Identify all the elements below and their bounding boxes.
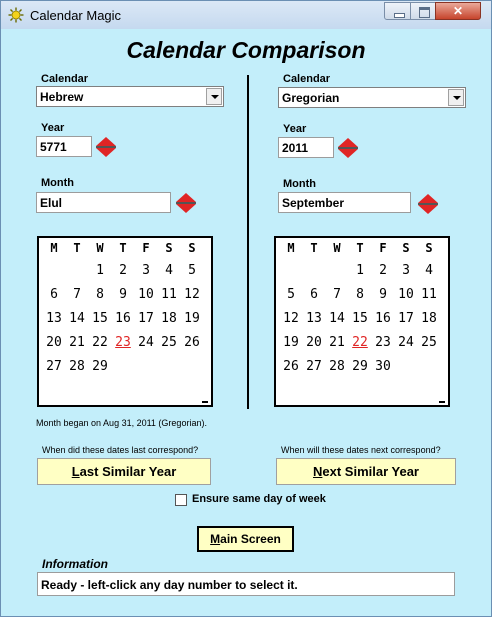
day-cell[interactable]: 23 bbox=[375, 335, 391, 350]
minimize-button[interactable] bbox=[384, 2, 411, 20]
next-similar-year-button[interactable] bbox=[276, 458, 456, 485]
right-month-spinner[interactable] bbox=[418, 194, 438, 215]
same-day-checkbox[interactable] bbox=[175, 494, 187, 506]
minimize-icon bbox=[394, 13, 405, 18]
day-cell[interactable]: 18 bbox=[161, 311, 177, 326]
day-cell[interactable]: 2 bbox=[379, 263, 387, 278]
weekday-header: T bbox=[310, 241, 318, 255]
same-day-checkbox-label[interactable]: Ensure same day of week bbox=[192, 493, 326, 505]
left-year-label: Year bbox=[41, 122, 65, 134]
day-cell[interactable]: 15 bbox=[352, 311, 368, 326]
left-calendar-value: Hebrew bbox=[40, 90, 84, 104]
weekday-header: F bbox=[379, 241, 387, 255]
chevron-down-icon[interactable] bbox=[448, 89, 464, 106]
right-calendar-grid bbox=[274, 236, 450, 407]
day-cell[interactable]: 10 bbox=[138, 287, 154, 302]
day-cell[interactable]: 19 bbox=[283, 335, 299, 350]
right-calendar-label: Calendar bbox=[283, 73, 331, 85]
day-cell[interactable]: 28 bbox=[69, 359, 85, 374]
right-year-value: 2011 bbox=[282, 141, 309, 155]
divider bbox=[247, 75, 249, 409]
down-arrow-icon[interactable] bbox=[96, 148, 116, 157]
weekday-header: T bbox=[356, 241, 364, 255]
day-cell[interactable]: 14 bbox=[69, 311, 85, 326]
day-cell[interactable]: 12 bbox=[184, 287, 200, 302]
day-cell[interactable]: 12 bbox=[283, 311, 299, 326]
day-cell[interactable]: 20 bbox=[306, 335, 322, 350]
day-cell[interactable]: 30 bbox=[375, 359, 391, 374]
up-arrow-icon[interactable] bbox=[96, 137, 116, 146]
left-year-field[interactable] bbox=[36, 136, 92, 157]
day-cell[interactable]: 22 bbox=[92, 335, 108, 350]
day-cell[interactable]: 27 bbox=[46, 359, 62, 374]
information-label: Information bbox=[42, 557, 108, 571]
resize-corner bbox=[439, 401, 445, 403]
weekday-header: S bbox=[402, 241, 410, 255]
day-cell[interactable]: 26 bbox=[184, 335, 200, 350]
weekday-header: F bbox=[142, 241, 150, 255]
weekday-header: M bbox=[287, 241, 295, 255]
main-screen-button[interactable] bbox=[197, 526, 294, 552]
month-began-note: Month began on Aug 31, 2011 (Gregorian). bbox=[36, 418, 207, 428]
right-year-spinner[interactable] bbox=[338, 138, 358, 159]
right-month-label: Month bbox=[283, 178, 316, 190]
right-year-label: Year bbox=[283, 123, 307, 135]
day-cell[interactable]: 24 bbox=[398, 335, 414, 350]
down-arrow-icon[interactable] bbox=[418, 205, 438, 214]
left-calendar-grid bbox=[37, 236, 213, 407]
right-year-field[interactable] bbox=[278, 137, 334, 158]
day-cell[interactable]: 26 bbox=[283, 359, 299, 374]
last-similar-year-button[interactable] bbox=[37, 458, 211, 485]
day-cell[interactable]: 18 bbox=[421, 311, 437, 326]
day-cell[interactable]: 1 bbox=[356, 263, 364, 278]
weekday-header: S bbox=[165, 241, 173, 255]
day-cell[interactable]: 4 bbox=[425, 263, 433, 278]
day-cell[interactable]: 5 bbox=[287, 287, 295, 302]
day-cell[interactable]: 4 bbox=[165, 263, 173, 278]
weekday-header: W bbox=[96, 241, 104, 255]
day-cell[interactable]: 24 bbox=[138, 335, 154, 350]
day-cell[interactable]: 21 bbox=[69, 335, 85, 350]
weekday-header: T bbox=[73, 241, 81, 255]
day-cell[interactable]: 9 bbox=[119, 287, 127, 302]
close-button[interactable] bbox=[435, 2, 481, 20]
day-cell[interactable]: 13 bbox=[306, 311, 322, 326]
information-box bbox=[37, 572, 455, 596]
day-cell[interactable]: 29 bbox=[92, 359, 108, 374]
day-cell[interactable]: 7 bbox=[333, 287, 341, 302]
left-month-value: Elul bbox=[40, 196, 63, 210]
sun-icon bbox=[8, 7, 24, 23]
maximize-icon bbox=[419, 7, 430, 18]
up-arrow-icon[interactable] bbox=[338, 138, 358, 147]
close-icon: ✕ bbox=[452, 4, 464, 18]
left-year-spinner[interactable] bbox=[96, 137, 116, 158]
day-cell[interactable]: 27 bbox=[306, 359, 322, 374]
right-month-field[interactable] bbox=[278, 192, 411, 213]
page-title: Calendar Comparison bbox=[126, 37, 366, 63]
title-bar[interactable] bbox=[1, 1, 491, 29]
day-cell[interactable]: 13 bbox=[46, 311, 62, 326]
next-correspond-question: When will these dates next correspond? bbox=[281, 445, 441, 455]
weekday-header: S bbox=[425, 241, 433, 255]
day-cell[interactable]: 25 bbox=[161, 335, 177, 350]
day-cell[interactable]: 10 bbox=[398, 287, 414, 302]
day-cell[interactable]: 16 bbox=[375, 311, 391, 326]
day-cell[interactable]: 9 bbox=[379, 287, 387, 302]
maximize-button[interactable] bbox=[410, 2, 436, 20]
weekday-header: T bbox=[119, 241, 127, 255]
left-year-value: 5771 bbox=[40, 140, 67, 154]
left-calendar-label: Calendar bbox=[41, 73, 89, 85]
right-calendar-select[interactable] bbox=[278, 87, 466, 108]
down-arrow-icon[interactable] bbox=[176, 204, 196, 213]
day-cell[interactable]: 17 bbox=[138, 311, 154, 326]
weekday-header: W bbox=[333, 241, 341, 255]
day-cell[interactable]: 21 bbox=[329, 335, 345, 350]
last-similar-year-label: Last Similar Year bbox=[71, 464, 177, 479]
day-cell[interactable]: 20 bbox=[46, 335, 62, 350]
day-cell[interactable]: 14 bbox=[329, 311, 345, 326]
day-cell[interactable]: 19 bbox=[184, 311, 200, 326]
left-month-spinner[interactable] bbox=[176, 193, 196, 214]
weekday-header: S bbox=[188, 241, 196, 255]
day-cell[interactable]: 29 bbox=[352, 359, 368, 374]
day-cell[interactable]: 28 bbox=[329, 359, 345, 374]
client-area bbox=[7, 29, 485, 609]
main-screen-label: Main Screen bbox=[210, 532, 281, 546]
day-cell[interactable]: 15 bbox=[92, 311, 108, 326]
right-month-value: September bbox=[282, 196, 345, 210]
next-similar-year-label: Next Similar Year bbox=[313, 464, 419, 479]
information-text: Ready - left-click any day number to select it. bbox=[41, 578, 298, 592]
day-cell[interactable]: 25 bbox=[421, 335, 437, 350]
left-month-label: Month bbox=[41, 177, 74, 189]
left-month-field[interactable] bbox=[36, 192, 171, 213]
left-calendar-select[interactable] bbox=[36, 86, 224, 107]
chevron-down-icon[interactable] bbox=[206, 88, 222, 105]
day-cell[interactable]: 8 bbox=[96, 287, 104, 302]
weekday-header: M bbox=[50, 241, 58, 255]
day-cell[interactable]: 11 bbox=[421, 287, 437, 302]
window-title: Calendar Magic bbox=[30, 8, 122, 23]
day-cell[interactable]: 3 bbox=[142, 263, 150, 278]
day-cell[interactable]: 11 bbox=[161, 287, 177, 302]
day-cell[interactable]: 22 bbox=[352, 335, 368, 350]
last-correspond-question: When did these dates last correspond? bbox=[42, 445, 199, 455]
day-cell[interactable]: 7 bbox=[73, 287, 81, 302]
day-cell[interactable]: 23 bbox=[115, 335, 131, 350]
day-cell[interactable]: 17 bbox=[398, 311, 414, 326]
resize-corner bbox=[202, 401, 208, 403]
day-cell[interactable]: 6 bbox=[310, 287, 318, 302]
up-arrow-icon[interactable] bbox=[418, 194, 438, 203]
day-cell[interactable]: 5 bbox=[188, 263, 196, 278]
day-cell[interactable]: 8 bbox=[356, 287, 364, 302]
day-cell[interactable]: 6 bbox=[50, 287, 58, 302]
day-cell[interactable]: 3 bbox=[402, 263, 410, 278]
day-cell[interactable]: 1 bbox=[96, 263, 104, 278]
day-cell[interactable]: 16 bbox=[115, 311, 131, 326]
right-calendar-value: Gregorian bbox=[282, 91, 340, 105]
day-cell[interactable]: 2 bbox=[119, 263, 127, 278]
down-arrow-icon[interactable] bbox=[338, 149, 358, 158]
up-arrow-icon[interactable] bbox=[176, 193, 196, 202]
